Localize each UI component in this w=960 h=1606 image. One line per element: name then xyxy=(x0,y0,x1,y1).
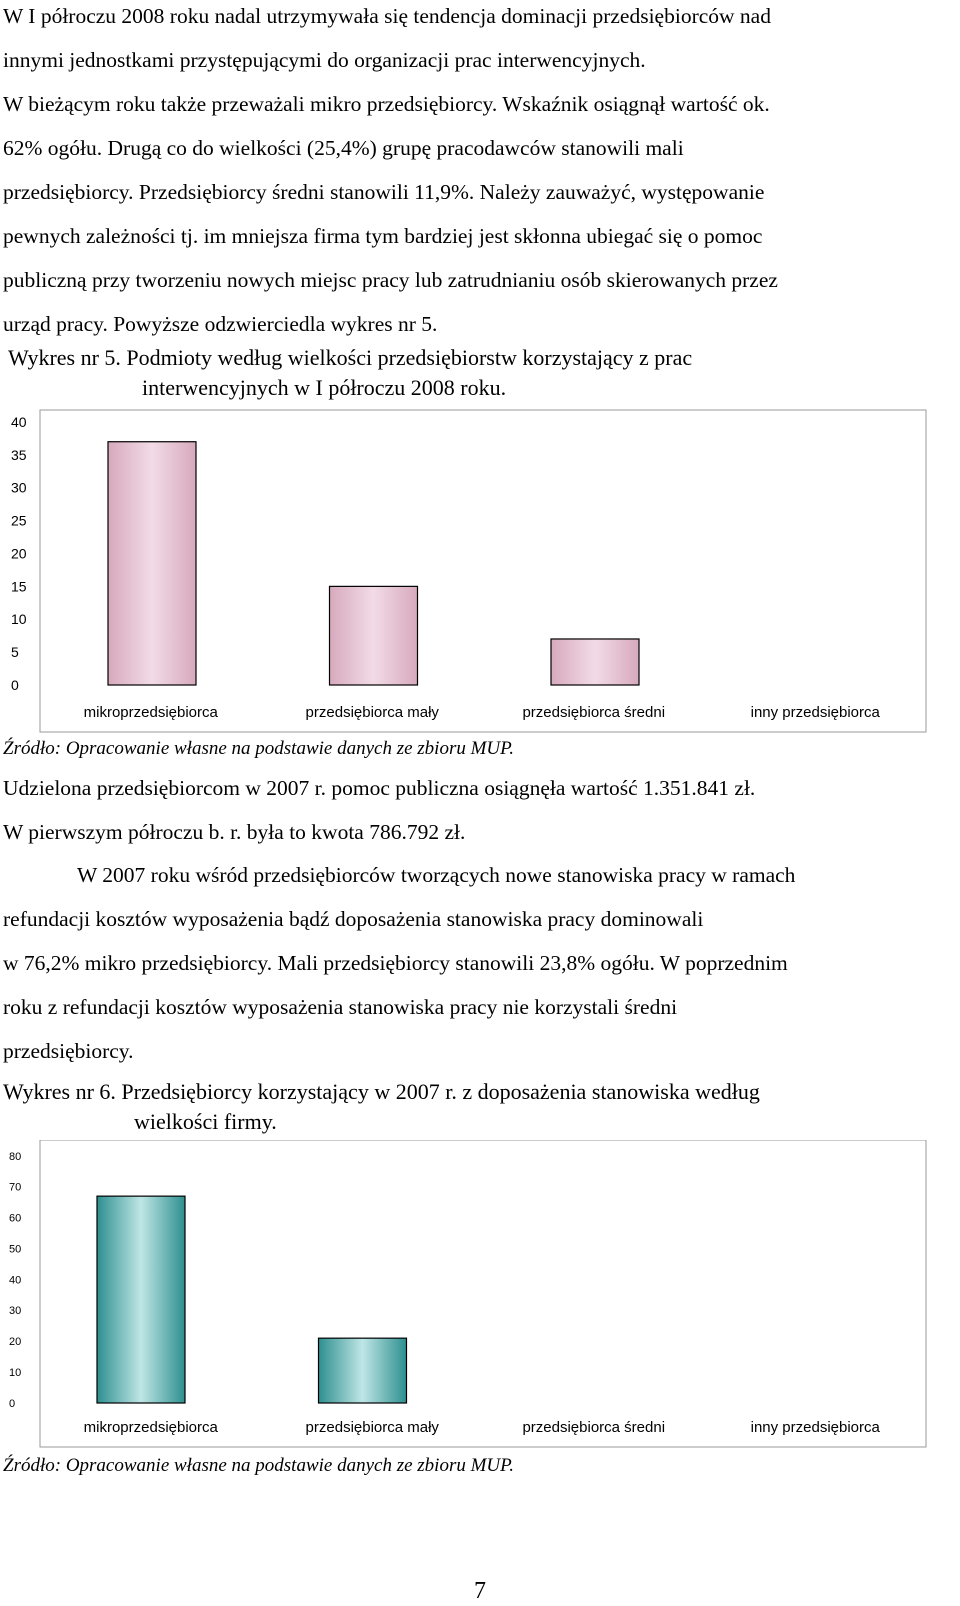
y-tick-label: 10 xyxy=(9,1366,22,1379)
x-category-label: mikroprzedsiębiorca xyxy=(83,704,218,721)
text-line: urząd pracy. Powyższe odzwierciedla wykres nr 5. xyxy=(3,312,438,336)
y-tick-label: 0 xyxy=(11,676,19,693)
paragraph-refunds xyxy=(3,853,937,1073)
y-tick-label: 0 xyxy=(9,1397,16,1410)
y-tick-label: 40 xyxy=(11,413,27,430)
paragraph-public-aid xyxy=(3,766,937,854)
chart6-bar-chart xyxy=(0,1140,960,1450)
chart5-bar-chart xyxy=(0,405,960,735)
x-category-label: mikroprzedsiębiorca xyxy=(83,1419,218,1436)
text-line: W pierwszym półroczu b. r. była to kwota 786.792 zł. xyxy=(3,820,466,844)
y-tick-label: 70 xyxy=(9,1181,22,1194)
text-line: innymi jednostkami przystępującymi do organizacji prac interwencyjnych. xyxy=(3,48,646,72)
y-tick-label: 15 xyxy=(11,578,27,595)
chart5-caption-line2: interwencyjnych w I półroczu 2008 roku. xyxy=(142,375,507,400)
bar xyxy=(551,639,639,685)
y-tick-label: 5 xyxy=(11,644,19,661)
chart5-caption-line1: Wykres nr 5. Podmioty według wielkości przedsiębiorstw korzystający z prac xyxy=(8,345,693,370)
page-number: 7 xyxy=(474,1578,486,1604)
y-tick-label: 40 xyxy=(9,1274,22,1287)
text-line: 62% ogółu. Drugą co do wielkości (25,4%) grupę pracodawców stanowili mali xyxy=(3,136,684,160)
text-line: Udzielona przedsiębiorcom w 2007 r. pomoc publiczna osiągnęła wartość 1.351.841 zł. xyxy=(3,776,756,800)
bar xyxy=(330,586,418,685)
y-tick-label: 35 xyxy=(11,446,27,463)
chart6-caption-line1: Wykres nr 6. Przedsiębiorcy korzystający w 2007 r. z doposażenia stanowiska według xyxy=(3,1079,760,1104)
chart6-source-note: Źródło: Opracowanie własne na podstawie danych ze zbioru MUP. xyxy=(3,1455,515,1476)
x-category-label: przedsiębiorca średni xyxy=(522,1419,666,1436)
x-category-label: inny przedsiębiorca xyxy=(750,1419,880,1436)
y-tick-label: 30 xyxy=(9,1305,22,1318)
y-tick-label: 30 xyxy=(11,479,27,496)
paragraph-intro xyxy=(3,0,937,346)
text-line: pewnych zależności tj. im mniejsza firma tym bardziej jest skłonna ubiegać się o pomoc xyxy=(3,224,763,248)
text-line: W I półroczu 2008 roku nadal utrzymywała się tendencja dominacji przedsiębiorców nad xyxy=(3,4,771,28)
text-line: publiczną przy tworzeniu nowych miejsc pracy lub zatrudnianiu osób skierowanych przez xyxy=(3,268,778,292)
y-tick-label: 25 xyxy=(11,512,27,529)
chart6-caption xyxy=(3,1077,760,1137)
y-tick-label: 60 xyxy=(9,1212,22,1225)
text-line: przedsiębiorcy. Przedsiębiorcy średni stanowili 11,9%. Należy zauważyć, występowanie xyxy=(3,180,765,204)
y-tick-label: 10 xyxy=(11,611,27,628)
bar xyxy=(97,1196,185,1403)
chart5-caption xyxy=(8,343,692,403)
y-tick-label: 80 xyxy=(9,1150,22,1163)
text-line: przedsiębiorcy. xyxy=(3,1039,134,1063)
text-line: W 2007 roku wśród przedsiębiorców tworzących nowe stanowiska pracy w ramach xyxy=(77,863,796,887)
text-line: refundacji kosztów wyposażenia bądź doposażenia stanowiska pracy dominowali xyxy=(3,907,704,931)
bar xyxy=(108,442,196,685)
x-category-label: przedsiębiorca średni xyxy=(522,704,666,721)
x-category-label: przedsiębiorca mały xyxy=(305,704,439,721)
chart6-caption-line2: wielkości firmy. xyxy=(134,1109,277,1134)
x-category-label: inny przedsiębiorca xyxy=(750,704,880,721)
chart5-source-note: Źródło: Opracowanie własne na podstawie danych ze zbioru MUP. xyxy=(3,738,515,759)
text-line: w 76,2% mikro przedsiębiorcy. Mali przedsiębiorcy stanowili 23,8% ogółu. W poprzednim xyxy=(3,951,788,975)
y-tick-label: 50 xyxy=(9,1243,22,1256)
x-category-label: przedsiębiorca mały xyxy=(305,1419,439,1436)
y-tick-label: 20 xyxy=(11,545,27,562)
y-tick-label: 20 xyxy=(9,1336,22,1349)
text-line: W bieżącym roku także przeważali mikro przedsiębiorcy. Wskaźnik osiągnął wartość ok. xyxy=(3,92,770,116)
bar xyxy=(319,1338,407,1403)
text-line: roku z refundacji kosztów wyposażenia stanowiska pracy nie korzystali średni xyxy=(3,995,678,1019)
